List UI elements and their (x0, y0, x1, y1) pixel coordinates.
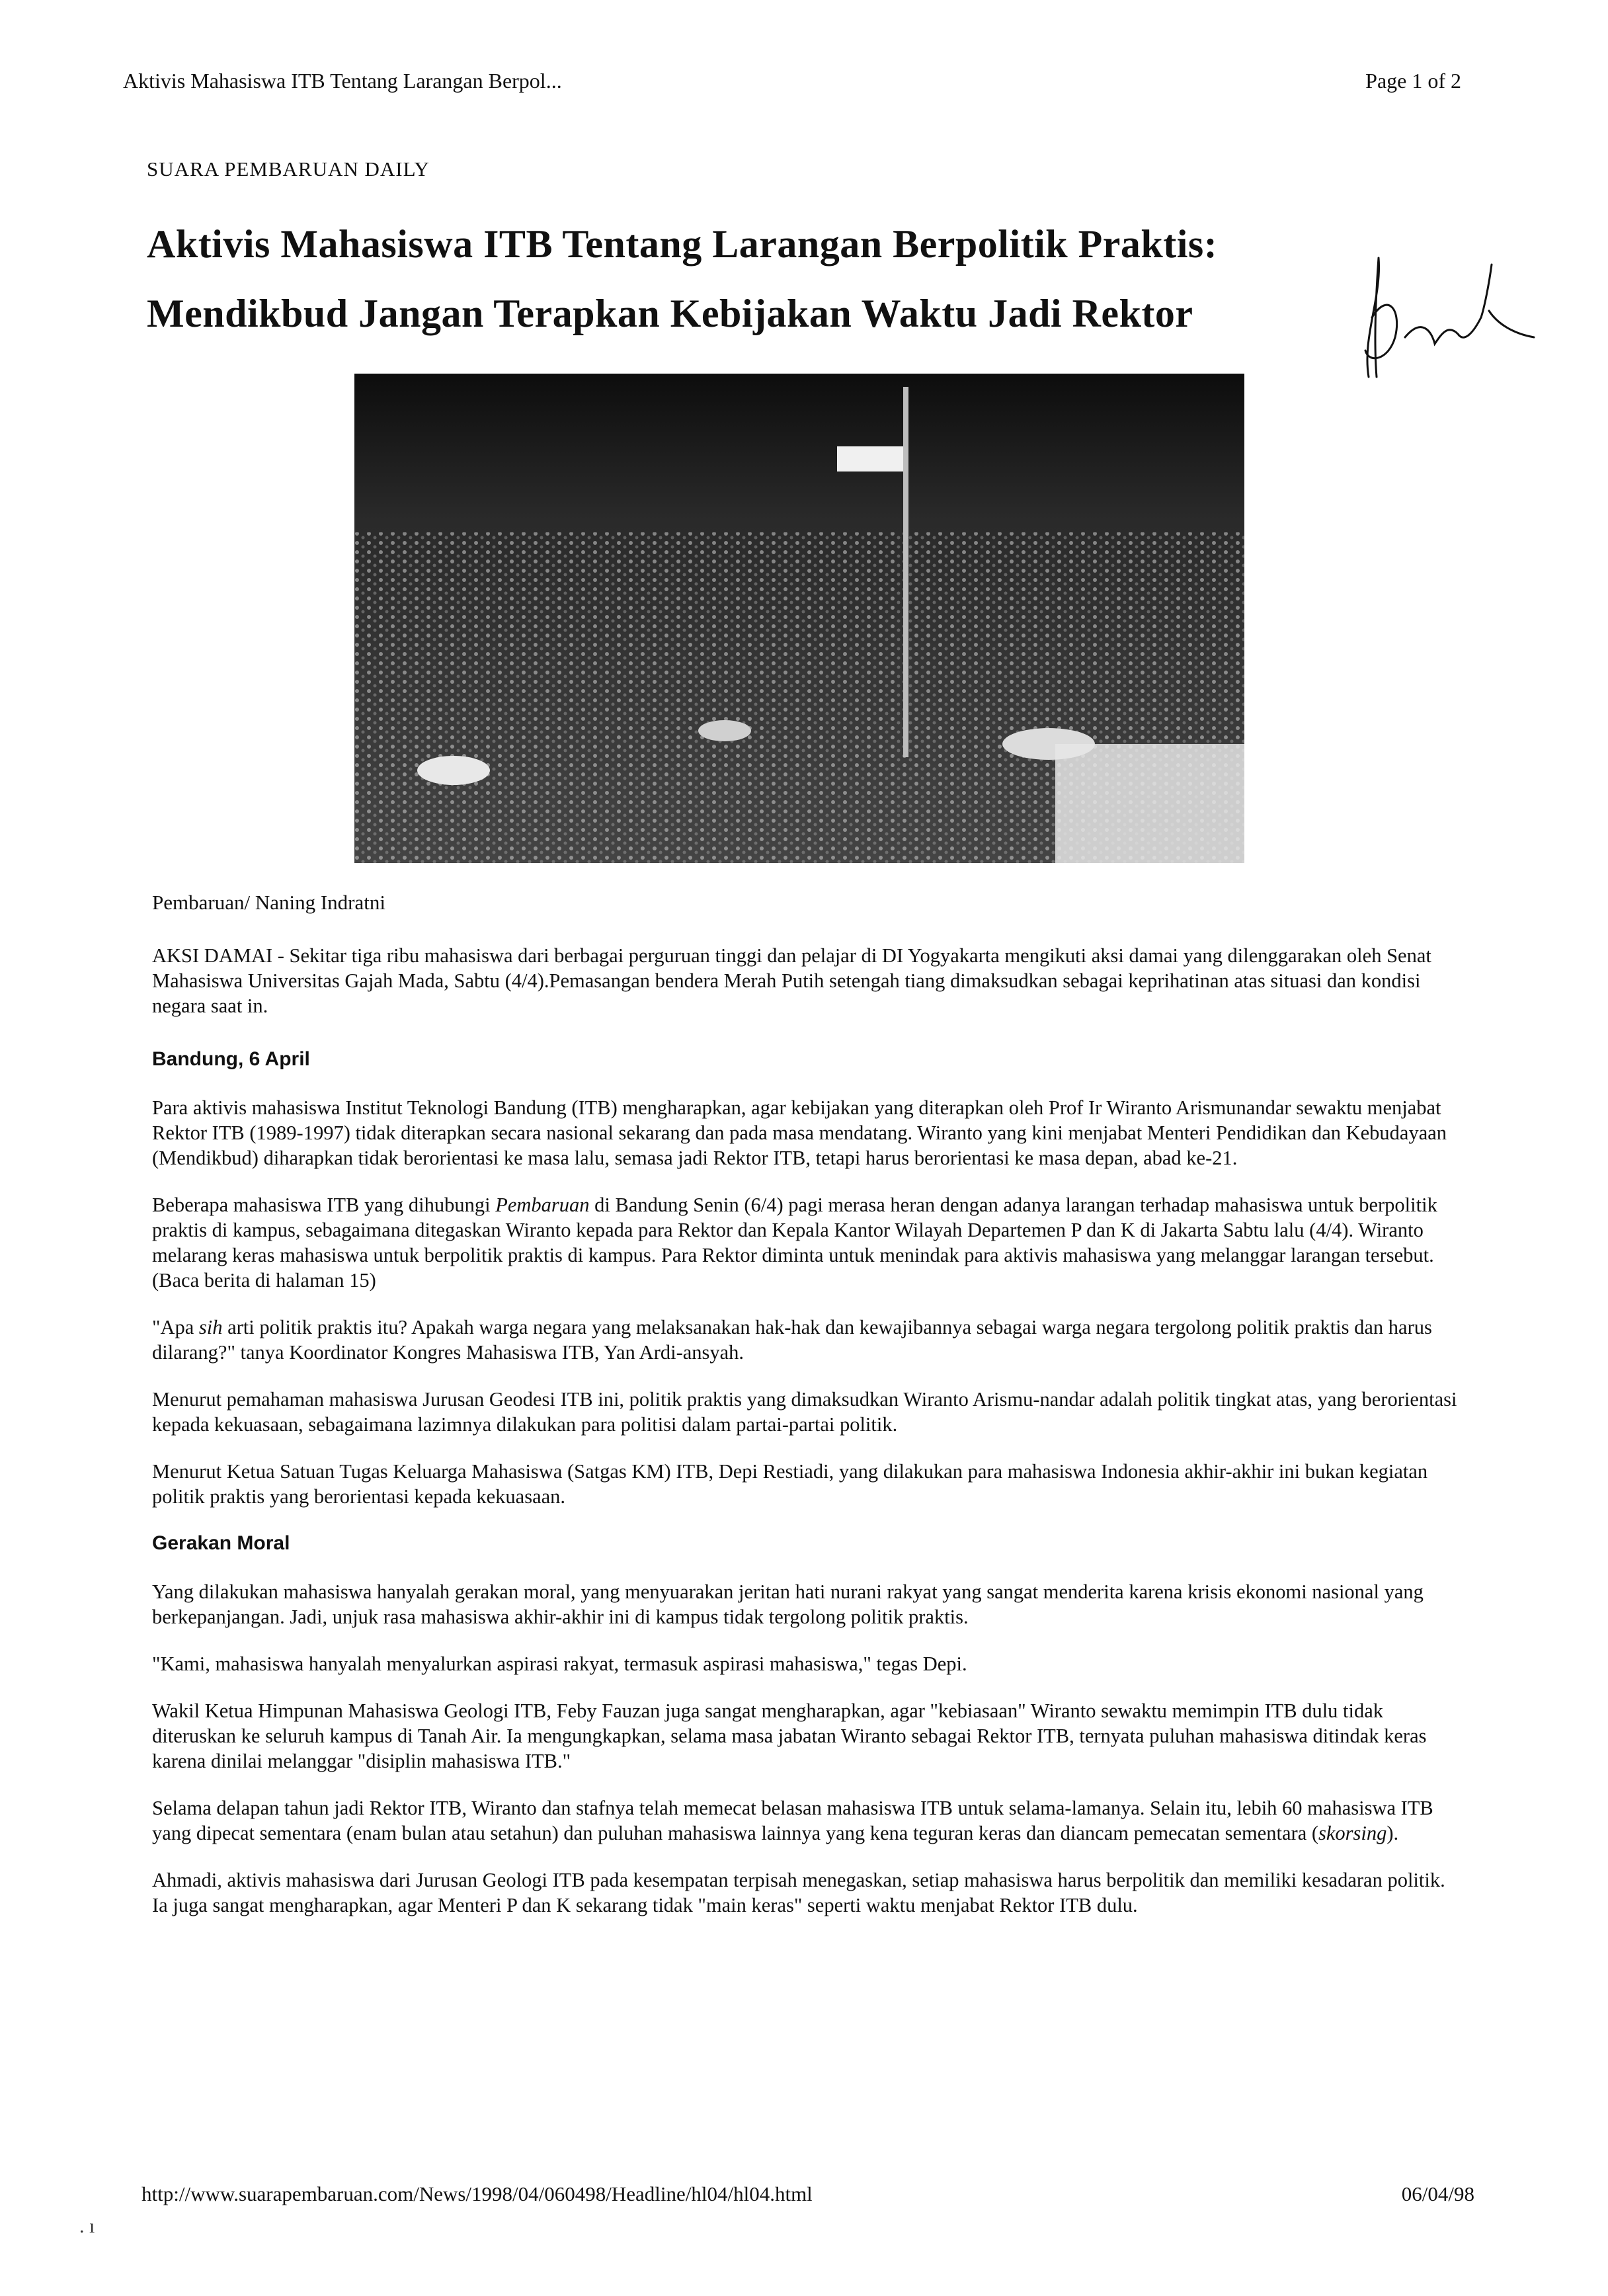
paragraph: "Apa sih arti politik praktis itu? Apakah warga negara yang melaksanakan hak-hak dan kewajibannya sebagai warga negara tergolong politik praktis dan harus dilarang?" tanya Koordinator Kongres Mahasiswa ITB, Yan Ardi-ansyah. (152, 1316, 1432, 1364)
publication-name: SUARA PEMBARUAN DAILY (147, 157, 430, 181)
paragraph: Para aktivis mahasiswa Institut Teknologi Bandung (ITB) mengharapkan, agar kebijakan yang diterapkan oleh Prof Ir Wiranto Arismunandar sewaktu menjabat Rektor ITB (1989-1997) tidak diterapkan secara nasional sekarang dan pada masa mendatang. Wiranto yang kini menjabat Menteri Pendidikan dan Kebudayaan (Mendikbud) diharapkan tidak berorientasi ke masa lalu, semasa jadi Rektor ITB, tetapi harus berorientasi ke masa depan, abad ke-21. (152, 1096, 1447, 1169)
scan-marks: . ı (79, 2215, 95, 2237)
paragraph: Beberapa mahasiswa ITB yang dihubungi Pembaruan di Bandung Senin (6/4) pagi merasa heran dengan adanya larangan terhadap mahasiswa untuk berpolitik praktis di kampus, sebagaimana ditegaskan Wiranto kepada para Rektor dan Kepala Kantor Wilayah Departemen P dan K di Jakarta Sabtu lalu (4/4). Wiranto melarang keras mahasiswa untuk berpolitik praktis di kampus. Para Rektor diminta untuk menindak para aktivis mahasiswa yang melanggar larangan tersebut.(Baca berita di halaman 15) (152, 1194, 1437, 1292)
page-number: Page 1 of 2 (1365, 69, 1461, 93)
paragraph: "Kami, mahasiswa hanyalah menyalurkan aspirasi rakyat, termasuk aspirasi mahasiswa," tegas Depi. (152, 1653, 967, 1675)
paragraph: Selama delapan tahun jadi Rektor ITB, Wiranto dan stafnya telah memecat belasan mahasiswa ITB untuk selama-lamanya. Selain itu, lebih 60 mahasiswa ITB yang dipecat sementara (enam bulan atau setahun) dan puluhan mahasiswa lainnya yang kena teguran keras dan diancam pemecatan sementara (skorsing). (152, 1797, 1433, 1844)
source-url: http://www.suarapembaruan.com/News/1998/04/060498/Headline/hl04/hl04.html (141, 2182, 813, 2205)
paragraph: Ahmadi, aktivis mahasiswa dari Jurusan Geologi ITB pada kesempatan terpisah menegaskan, setiap mahasiswa harus berpolitik dan memiliki kesadaran politik. Ia juga sangat mengharapkan, agar Menteri P dan K sekarang tidak "main keras" seperti waktu menjabat Rektor ITB dulu. (152, 1869, 1445, 1916)
subheading: Gerakan Moral (152, 1532, 290, 1554)
document-title-header: Aktivis Mahasiswa ITB Tentang Larangan Berpol... (123, 69, 562, 93)
paragraph: Yang dilakukan mahasiswa hanyalah gerakan moral, yang menyuarakan jeritan hati nurani rakyat yang sangat menderita karena krisis ekonomi nasional yang berkepanjangan. Jadi, unjuk rasa mahasiswa akhir-akhir ini di kampus tidak tergolong politik praktis. (152, 1580, 1424, 1628)
paragraph: Menurut pemahaman mahasiswa Jurusan Geodesi ITB ini, politik praktis yang dimaksudkan Wiranto Arismu-nandar adalah politik tingkat atas, yang berorientasi kepada kekuasaan, sebagaimana lazimnya dilakukan para politisi dalam partai-partai politik. (152, 1388, 1457, 1436)
photo-caption: AKSI DAMAI - Sekitar tiga ribu mahasiswa dari berbagai perguruan tinggi dan pelajar di DI Yogyakarta mengikuti aksi damai yang dilenggarakan oleh Senat Mahasiswa Universitas Gajah Mada, Sabtu (4/4).Pemasangan bendera Merah Putih setengah tiang dimaksudkan sebagai keprihatinan atas situasi dan kondisi negara saat in. (152, 944, 1431, 1017)
paragraph: Wakil Ketua Himpunan Mahasiswa Geologi ITB, Feby Fauzan juga sangat mengharapkan, agar "kebiasaan" Wiranto sewaktu memimpin ITB dulu tidak diteruskan ke seluruh kampus di Tanah Air. Ia mengungkapkan, selama masa jabatan Wiranto sebagai Rektor ITB, ternyata puluhan mahasiswa ditindak keras karena dinilai melanggar "disiplin mahasiswa ITB." (152, 1700, 1427, 1772)
handwritten-signature (1342, 218, 1541, 390)
print-date: 06/04/98 (1401, 2182, 1474, 2205)
paragraph: Menurut Ketua Satuan Tugas Keluarga Mahasiswa (Satgas KM) ITB, Depi Restiadi, yang dilakukan para mahasiswa Indonesia akhir-akhir ini bukan kegiatan politik praktis yang berorientasi kepada kekuasaan. (152, 1460, 1428, 1508)
dateline: Bandung, 6 April (152, 1048, 310, 1070)
photo-credit: Pembaruan/ Naning Indratni (152, 891, 385, 914)
crowd-photo (354, 374, 1244, 863)
article-body (152, 943, 1465, 1940)
headline-line-1: Aktivis Mahasiswa ITB Tentang Larangan Berpolitik Praktis: (147, 222, 1218, 266)
headline-line-2: Mendikbud Jangan Terapkan Kebijakan Waktu Jadi Rektor (147, 292, 1193, 335)
